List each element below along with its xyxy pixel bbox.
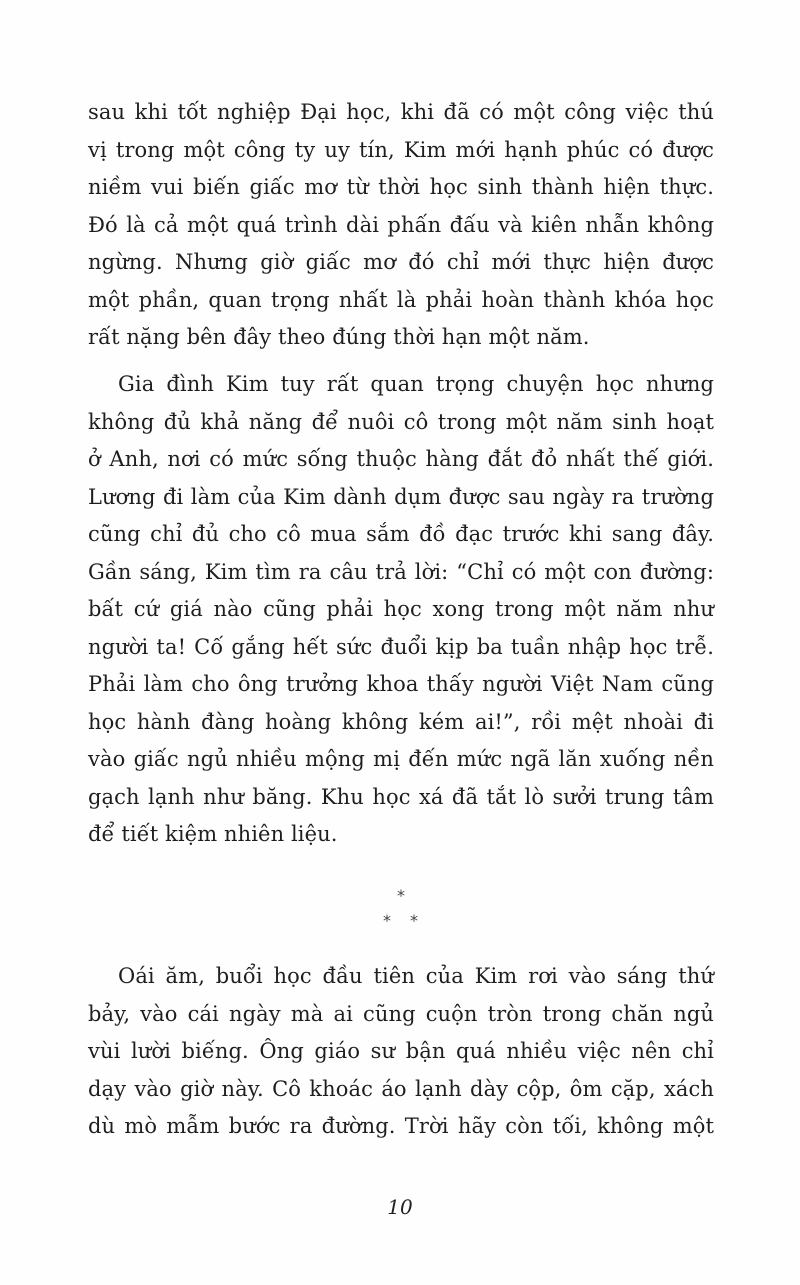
paragraph-continuation — [88, 94, 714, 357]
text-line: Gần sáng, Kim tìm ra câu trả lời: “Chỉ có một con đường: — [88, 559, 714, 584]
text-line: ở Anh, nơi có mức sống thuộc hàng đắt đỏ nhất thế giới. — [88, 447, 714, 471]
text-line: bất cứ giá nào cũng phải học xong trong một năm như — [88, 597, 714, 621]
text-line: vùi lười biếng. Ông giáo sư bận quá nhiều việc nên chỉ — [88, 1039, 714, 1063]
text-line: dạy vào giờ này. Cô khoác áo lạnh dày cộp, ôm cặp, xách — [88, 1076, 714, 1101]
text-line: để tiết kiệm nhiên liệu. — [88, 822, 338, 846]
text-line: cũng chỉ đủ cho cô mua sắm đồ đạc trước khi sang đây. — [88, 522, 714, 546]
asterisk-mark: * — [383, 911, 391, 930]
text-line: dù mò mẫm bước ra đường. Trời hãy còn tối, không một — [88, 1114, 714, 1138]
text-line: sau khi tốt nghiệp Đại học, khi đã có một công việc thú — [88, 100, 714, 124]
text-line: một phần, quan trọng nhất là phải hoàn thành khóa học — [88, 287, 714, 312]
text-line: Oái ăm, buổi học đầu tiên của Kim rơi vào sáng thứ — [118, 964, 714, 988]
page-number: 10 — [387, 1195, 413, 1219]
text-line: vào giấc ngủ nhiều mộng mị đến mức ngã lăn xuống nền — [88, 747, 714, 771]
asterisk-mark: * — [397, 886, 405, 905]
text-line: Gia đình Kim tuy rất quan trọng chuyện học nhưng — [118, 372, 714, 396]
text-line: người ta! Cố gắng hết sức đuổi kịp ba tuần nhập học trễ. — [88, 634, 714, 659]
text-line: vị trong một công ty uy tín, Kim mới hạnh phúc có được — [88, 137, 714, 162]
text-line: rất nặng bên đây theo đúng thời hạn một năm. — [88, 325, 590, 349]
asterisk-mark: * — [410, 911, 418, 930]
text-line: không đủ khả năng để nuôi cô trong một năm sinh hoạt — [88, 409, 714, 434]
paragraph — [88, 958, 714, 1146]
text-line: gạch lạnh như băng. Khu học xá đã tắt lò sưởi trung tâm — [88, 784, 714, 809]
section-separator — [0, 886, 800, 936]
text-line: Đó là cả một quá trình dài phấn đấu và kiên nhẫn không — [88, 212, 714, 237]
text-line: học hành đàng hoàng không kém ai!”, rồi mệt nhoài đi — [88, 709, 714, 734]
text-line: Lương đi làm của Kim dành dụm được sau ngày ra trường — [88, 484, 714, 509]
text-line: niềm vui biến giấc mơ từ thời học sinh thành hiện thực. — [88, 175, 714, 199]
paragraph — [88, 366, 714, 854]
text-line: Phải làm cho ông trưởng khoa thấy người Việt Nam cũng — [88, 672, 714, 696]
text-line: ngừng. Nhưng giờ giấc mơ đó chỉ mới thực hiện được — [88, 250, 714, 274]
text-line: bảy, vào cái ngày mà ai cũng cuộn tròn trong chăn ngủ — [88, 1001, 714, 1026]
